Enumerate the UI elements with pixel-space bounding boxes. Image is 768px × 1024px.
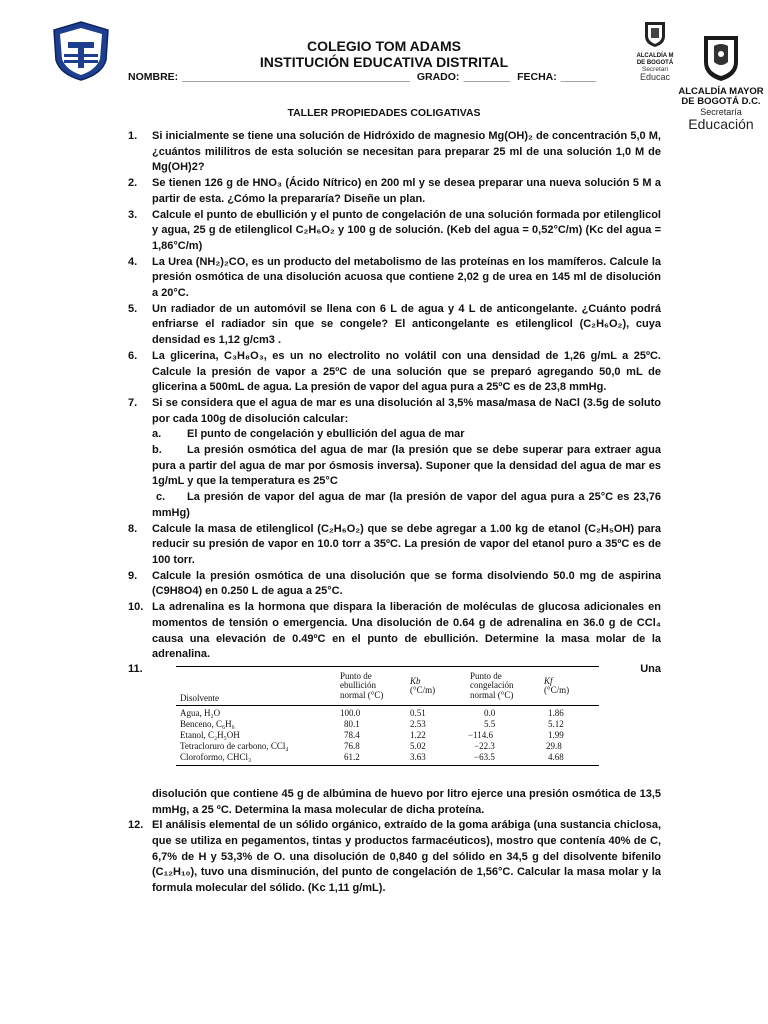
sub-text: La presión osmótica del agua de mar (la presión que se debe superar para extraer agua pura a partir del agua de mar por ósmosis inversa). Suponer que la densidad del agua de mar es 1g/mL y que la temperatura es 25°C xyxy=(152,444,661,488)
question-11-text: disolución que contiene 45 g de albúmina de huevo por litro ejerce una presión osmótica de 13,5 mmHg, a 25 ºC. Determina la masa molecular de dicha proteína. xyxy=(152,787,661,816)
question-4: 4. La Urea (NH₂)₂CO, es un producto del metabolismo de las proteínas en los mamíferos. Calcule la presión osmótica de una disolución acuosa que contiene 2,02 g de urea en 145 ml de disolución a 20°C. xyxy=(128,255,661,300)
logo-big-line3: Secretaría xyxy=(700,107,742,117)
table-rule-top xyxy=(176,666,599,667)
table-row: Benceno, C₆H₆ 80.1 2.53 5.5 5.12 xyxy=(180,718,564,729)
table-row: Etanol, C₂H₅OH 78.4 1.22 −114.6 1.99 xyxy=(180,729,564,740)
student-fields xyxy=(128,71,600,83)
grade-line[interactable]: ________ xyxy=(463,71,511,83)
question-text: Calcule la masa de etilenglicol (C₂H₆O₂) que se debe agregar a 1.00 kg de etanol (C₂H₅OH) para reducir su presión de vapor en 10.0 torr a 35ºC. La presión de vapor del etanol puro a 35ºC es de 100 torr. xyxy=(152,522,661,566)
question-text: La adrenalina es la hormona que dispara la liberación de moléculas de glucosa adicionales en momentos de tensión o emergencia. Una disolución de 0.64 g de adrenalina en 36.0 g de CCl₄ causa una elevación de 0.49ºC en el punto de ebullición. Determine la masa molar de la adrenalina. xyxy=(152,601,661,661)
sub-text: El punto de congelación y ebullición del agua de mar xyxy=(187,428,465,441)
question-text: Calcule el punto de ebullición y el punto de congelación de una solución formada por etilenglicol y agua, 25 g de etilenglicol C₂H₆O₂ y 100 g de solución. (Keb del agua = 0,52°C/m) (Kc del agua = 1,86°C/m) xyxy=(152,208,661,252)
question-text: Si se considera que el agua de mar es una disolución al 3,5% masa/masa de NaCl (3.5g de soluto por cada 100g de disolución calcular: xyxy=(152,396,661,425)
question-7-sub-b xyxy=(128,443,661,490)
question-text: Calcule la presión osmótica de una disolución que se forma disolviendo 50.0 mg de aspirina (C9H8O4) en 0.250 L de agua a 25°C. xyxy=(152,569,661,598)
table-rule-mid xyxy=(176,705,599,706)
question-list xyxy=(128,129,661,897)
question-8: 8. Calcule la masa de etilenglicol (C₂H₆O₂) que se debe agregar a 1.00 kg de etanol (C₂H₅OH) para reducir su presión de vapor en 10.0 torr a 35ºC. La presión de vapor del etanol puro a 35ºC es de 100 torr. xyxy=(128,522,661,566)
date-label: FECHA: xyxy=(517,71,557,83)
question-text: El análisis elemental de un sólido orgánico, extraído de la goma arábiga (una sustancia chiclosa, que se utiliza en pegamentos, tintas y productos farmacéuticos), mostro que contenía 40% de C, 6,7% de H y 53,3% de O. una disolución de 0,840 g del sólido en 34,5 g del disolvente bifenilo (C₁₂H₁₀), tuvo una disminución, del punto de congelación de 1,56°C. Calcular la masa molar y la formula molecular del sólido. (Kc 1,11 g/mL). xyxy=(152,819,661,895)
name-label: NOMBRE: xyxy=(128,71,179,83)
logo-small-line2: DE BOGOTÁ xyxy=(636,59,674,66)
logo-small-line3: Secretari xyxy=(641,66,668,73)
sub-text: La presión de vapor del agua de mar (la presión de vapor del agua pura a 25°C es 23,76 mmHg) xyxy=(152,491,661,519)
coat-of-arms-icon xyxy=(698,32,744,82)
question-10: 10. La adrenalina es la hormona que dispara la liberación de moléculas de glucosa adicionales en momentos de tensión o emergencia. Una disolución de 0.64 g de adrenalina en 36.0 g de CCl₄ causa una elevación de 0.49ºC en el punto de ebullición. Determine la masa molar de la adrenalina. xyxy=(128,601,661,661)
school-name: COLEGIO TOM ADAMS xyxy=(307,38,461,54)
question-2: 2. Se tienen 126 g de HNO₃ (Ácido Nítrico) en 200 ml y se desea preparar una nueva solución 5 M a partir de esta. ¿Cómo la prepararía? Diseñe un plan. xyxy=(128,177,661,205)
question-text: La glicerina, C₃H₈O₃, es un no electrolito no volátil con una densidad de 1,26 g/mL a 25ºC. Calcule la presión de vapor a 25ºC de una solución que se preparó agregando 50,0 mL de glicerina a 500mL de agua. La presión de vapor del agua pura a 25ºC es de 23,8 mmHg. xyxy=(152,349,661,394)
logo-big-line1: ALCALDÍA MAYOR xyxy=(678,86,764,97)
institution-name: INSTITUCIÓN EDUCATIVA DISTRITAL xyxy=(259,54,509,70)
col-header-solvent: Disolvente xyxy=(180,692,219,703)
alcaldia-logo-small xyxy=(628,18,682,82)
table-row: Agua, H₂O 100.0 0.51 0.0 1.86 xyxy=(180,707,564,718)
sub-label: c. xyxy=(156,491,166,504)
page-title: TALLER PROPIEDADES COLIGATIVAS xyxy=(287,107,481,119)
question-text: Si inicialmente se tiene una solución de Hidróxido de magnesio Mg(OH)₂ de concentración 5,0 M, ¿cuántos mililitros de esta solución se necesitan para preparar 25 ml de una solución 1,0 M de Mg(OH)2? xyxy=(152,130,661,174)
question-7: 7. Si se considera que el agua de mar es una disolución al 3,5% masa/masa de NaCl (3.5g de soluto por cada 100g de disolución calcular: xyxy=(128,396,661,425)
logo-big-line4: Educación xyxy=(688,116,754,132)
question-text: La Urea (NH₂)₂CO, es un producto del metabolismo de las proteínas en los mamíferos. Calcule la presión osmótica de una disolución acuosa que contiene 2,02 g de urea en 145 ml de disolución a 20°C. xyxy=(152,255,661,300)
question-5: 5. Un radiador de un automóvil se llena con 6 L de agua y 4 L de anticongelante. ¿Cuánto podrá enfriarse el radiador sin que se congele? El anticongelante es etilenglicol (C₂H₆O₂), cuya densidad es 1,12 g/cm3 . xyxy=(128,302,661,347)
col-header-kb: Kb (°C/m) xyxy=(410,675,436,696)
question-12: 12. El análisis elemental de un sólido orgánico, extraído de la goma arábiga (una sustancia chiclosa, que se utiliza en pegamentos, tintas y productos farmacéuticos), mostro que contenía 40% de C, 6,7% de H y 53,3% de O. una disolución de 0,840 g del sólido en 34,5 g del disolvente bifenilo (C₁₂H₁₀), tuvo una disminución, del punto de congelación de 1,56°C. Calcular la masa molar y la formula molecular del sólido. (Kc 1,11 g/mL). xyxy=(128,819,661,895)
logo-small-line1: ALCALDÍA M xyxy=(636,53,674,59)
col-header-fp: Punto de congelación normal (°C) xyxy=(470,670,514,700)
name-line[interactable]: _______________________________________ xyxy=(182,71,410,83)
question-1: 1. Si inicialmente se tiene una solución de Hidróxido de magnesio Mg(OH)₂ de concentración 5,0 M, ¿cuántos mililitros de esta solución se necesitan para preparar 25 ml de una solución 1,0 M de Mg(OH)2? xyxy=(128,130,661,174)
question-text: Se tienen 126 g de HNO₃ (Ácido Nítrico) en 200 ml y se desea preparar una nueva solución 5 M a partir de esta. ¿Cómo la prepararía? Diseñe un plan. xyxy=(152,177,661,205)
sub-label: b. xyxy=(152,444,162,457)
table-row: Tetracloruro de carbono, CCl₄ 76.8 5.02 −22.3 29.8 xyxy=(180,740,562,751)
logo-small-line4: Educac xyxy=(639,72,671,82)
question-7-sub-a xyxy=(128,427,661,443)
question-number: 11. xyxy=(128,662,143,675)
table-row: Cloroformo, CHCl₃ 61.2 3.63 −63.5 4.68 xyxy=(180,751,564,762)
question-11-lead: Una xyxy=(640,662,661,675)
table-rule-bottom xyxy=(176,765,599,766)
col-header-bp: Punto de ebullición normal (°C) xyxy=(340,670,384,700)
question-text: Un radiador de un automóvil se llena con 6 L de agua y 4 L de anticongelante. ¿Cuánto podrá enfriarse el radiador sin que se congele? El anticongelante es etilenglicol (C₂H₆O₂), cuya densidad es 1,12 g/cm3 . xyxy=(152,302,661,347)
question-11-table-row xyxy=(128,663,661,787)
question-6: 6. La glicerina, C₃H₈O₃, es un no electrolito no volátil con una densidad de 1,26 g/mL a 25ºC. Calcule la presión de vapor a 25ºC de una solución que se preparó agregando 50,0 mL de glicerina a 500mL de agua. La presión de vapor del agua pura a 25ºC es de 23,8 mmHg. xyxy=(128,349,661,394)
sub-label: a. xyxy=(152,428,162,441)
question-9: 9. Calcule la presión osmótica de una disolución que se forma disolviendo 50.0 mg de aspirina (C9H8O4) en 0.250 L de agua a 25°C. xyxy=(128,569,661,598)
logo-big-line2: DE BOGOTÁ D.C. xyxy=(681,96,761,107)
question-3: 3. Calcule el punto de ebullición y el punto de congelación de una solución formada por etilenglicol y agua, 25 g de etilenglicol C₂H₆O₂ y 100 g de solución. (Keb del agua = 0,52°C/m) (Kc del agua = 1,86°C/m) xyxy=(128,208,661,252)
question-7-sub-c xyxy=(128,490,661,521)
date-line[interactable]: ______ xyxy=(560,71,596,83)
col-header-kf: Kf (°C/m) xyxy=(544,675,570,696)
coat-of-arms-icon xyxy=(640,18,670,48)
grade-label: GRADO: xyxy=(416,71,460,83)
